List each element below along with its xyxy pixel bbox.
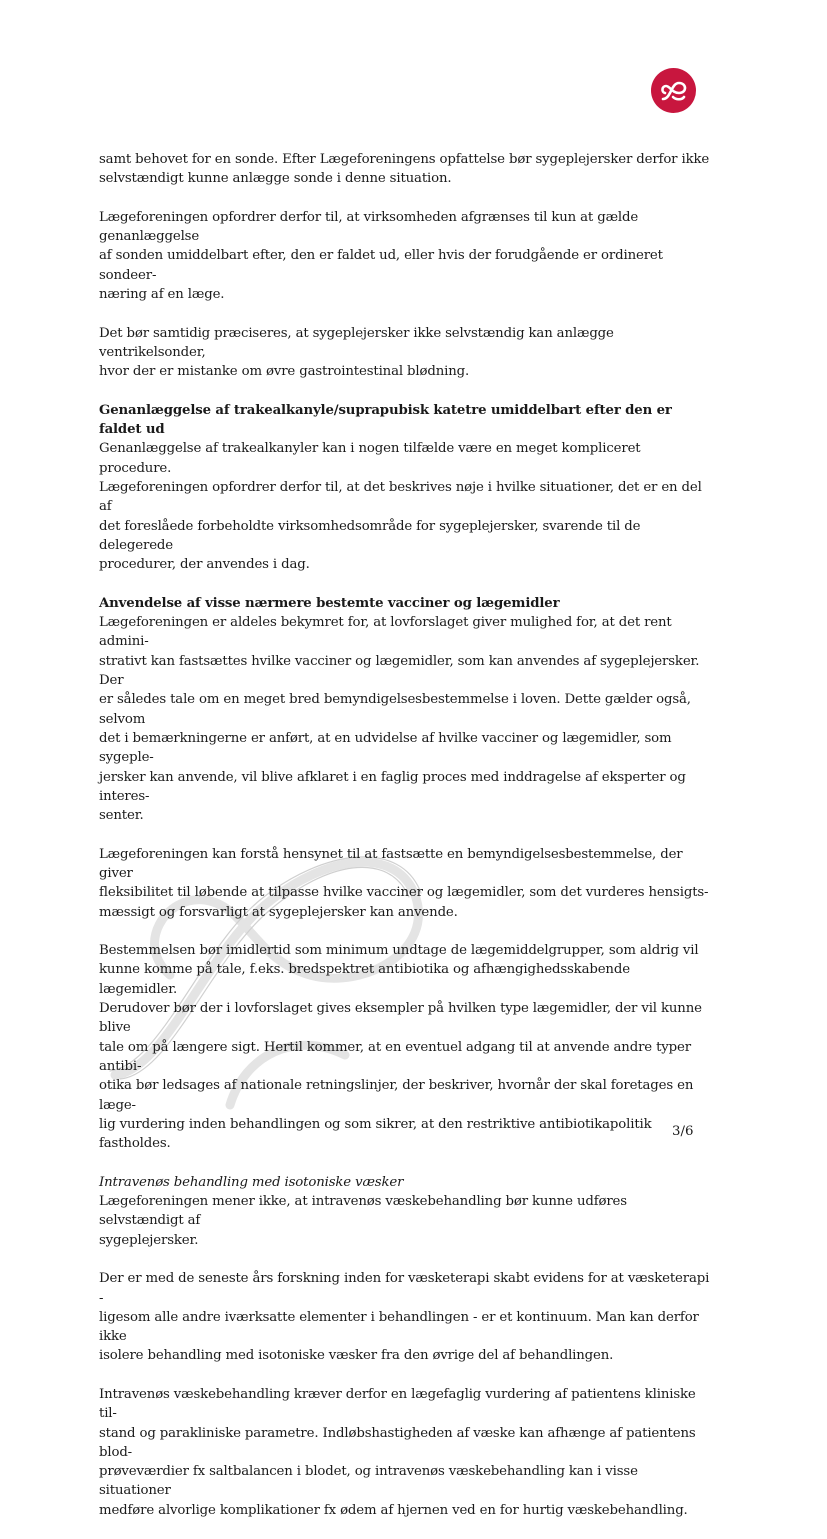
organization-logo xyxy=(651,68,696,113)
section-intravenous-treatment xyxy=(99,1173,711,1520)
document-body xyxy=(99,150,711,1539)
section-vaccines-medicines xyxy=(99,594,711,1154)
logo-symbol-icon xyxy=(657,78,691,104)
section-heading: Intravenøs behandling med isotoniske væsker xyxy=(99,1174,404,1190)
paragraph: samt behovet for en sonde. Efter Lægeforeningens opfattelse bør sygeplejersker derfor ikke selvstændigt kunne anlægge sonde i denne situation. xyxy=(99,152,710,187)
section-heading: Anvendelse af visse nærmere bestemte vacciner og lægemidler xyxy=(99,595,560,611)
paragraph: Genanlæggelse af trakealkanyler kan i nogen tilfælde være en meget kompliceret procedure. Lægeforeningen opfordrer derfor til, at det beskrives nøje i hvilke situationer, det er en del af det foreslåede forbeholdte virksomhedsområde for sygeplejersker, svarende til de delegerede procedurer, der anvendes i dag. xyxy=(99,441,702,573)
paragraph: Lægeforeningen er aldeles bekymret for, at lovforslaget giver mulighed for, at det rent admini- strativt kan fastsættes hvilke vacciner og lægemidler, som kan anvendes af sygeplejersker. Der er således tale om en meget bred bemyndigelsesbestemmelse i loven. Dette gælder også, selvom det i bemærkningerne er anført, at en udvidelse af hvilke vacciner og lægemidler, som sygeple- jersker kan anvende, vil blive afklaret i en faglig proces med inddragelse af eksperter og interes- senter. xyxy=(99,615,700,824)
page-number: 3/6 xyxy=(672,1124,694,1139)
paragraph: Det bør samtidig præciseres, at sygeplejersker ikke selvstændig kan anlægge ventrikelsonder, hvor der er mistanke om øvre gastrointestinal blødning. xyxy=(99,325,614,380)
paragraph: Lægeforeningen kan forstå hensynet til at fastsætte en bemyndigelsesbestemmelse, der giver fleksibilitet til løbende at tilpasse hvilke vacciner og lægemidler, som det vurderes hensigts- mæssigt og forsvarligt at sygeplejersker kan anvende. xyxy=(99,846,709,920)
paragraph: Der er med de seneste års forskning inden for væsketerapi skabt evidens for at væsketerapi - ligesom alle andre iværksatte elementer i behandlingen - er et kontinuum. Man kan derfor ikke isolere behandling med isotoniske væsker fra den øvrige del af behandlingen. xyxy=(99,1271,710,1364)
section-tracheal-cannula xyxy=(99,401,711,575)
paragraph: Lægeforeningen opfordrer derfor til, at virksomheden afgrænses til kun at gælde genanlæggelse af sonden umiddelbart efter, den er faldet ud, eller hvis der forudgående er ordineret sondeer- næring af en læge. xyxy=(99,209,663,303)
paragraph: Intravenøs væskebehandling kræver derfor en lægefaglig vurdering af patientens kliniske til- stand og parakliniske parametre. Indløbshastigheden af væske kan afhænge af patientens blod- prøveværdier fx saltbalancen i blodet, og intravenøs væskebehandling kan i visse situationer medføre alvorlige komplikationer fx ødem af hjernen ved en for hurtig væskebehandling. xyxy=(99,1387,696,1518)
paragraph: Lægeforeningen mener ikke, at intravenøs væskebehandling bør kunne udføres selvstændigt af sygeplejersker. xyxy=(99,1194,627,1248)
paragraph: Bestemmelsen bør imidlertid som minimum undtage de lægemiddelgrupper, som aldrig vil kunne komme på tale, f.eks. bredspektret antibiotika og afhængighedsskabende lægemidler. Derudover bør der i lovforslaget gives eksempler på hvilken type lægemidler, der vil kunne blive tale om på længere sigt. Hertil kommer, at en eventuel adgang til at anvende andre typer antibi- otika bør ledsages af nationale retningslinjer, der beskriver, hvornår der skal foretages en læge- lig vurdering inden behandlingen og som sikrer, at den restriktive antibiotikapolitik fastholdes. xyxy=(99,943,702,1152)
section-heading: Genanlæggelse af trakealkanyle/suprapubisk katetre umiddelbart efter den er faldet ud xyxy=(99,402,672,438)
